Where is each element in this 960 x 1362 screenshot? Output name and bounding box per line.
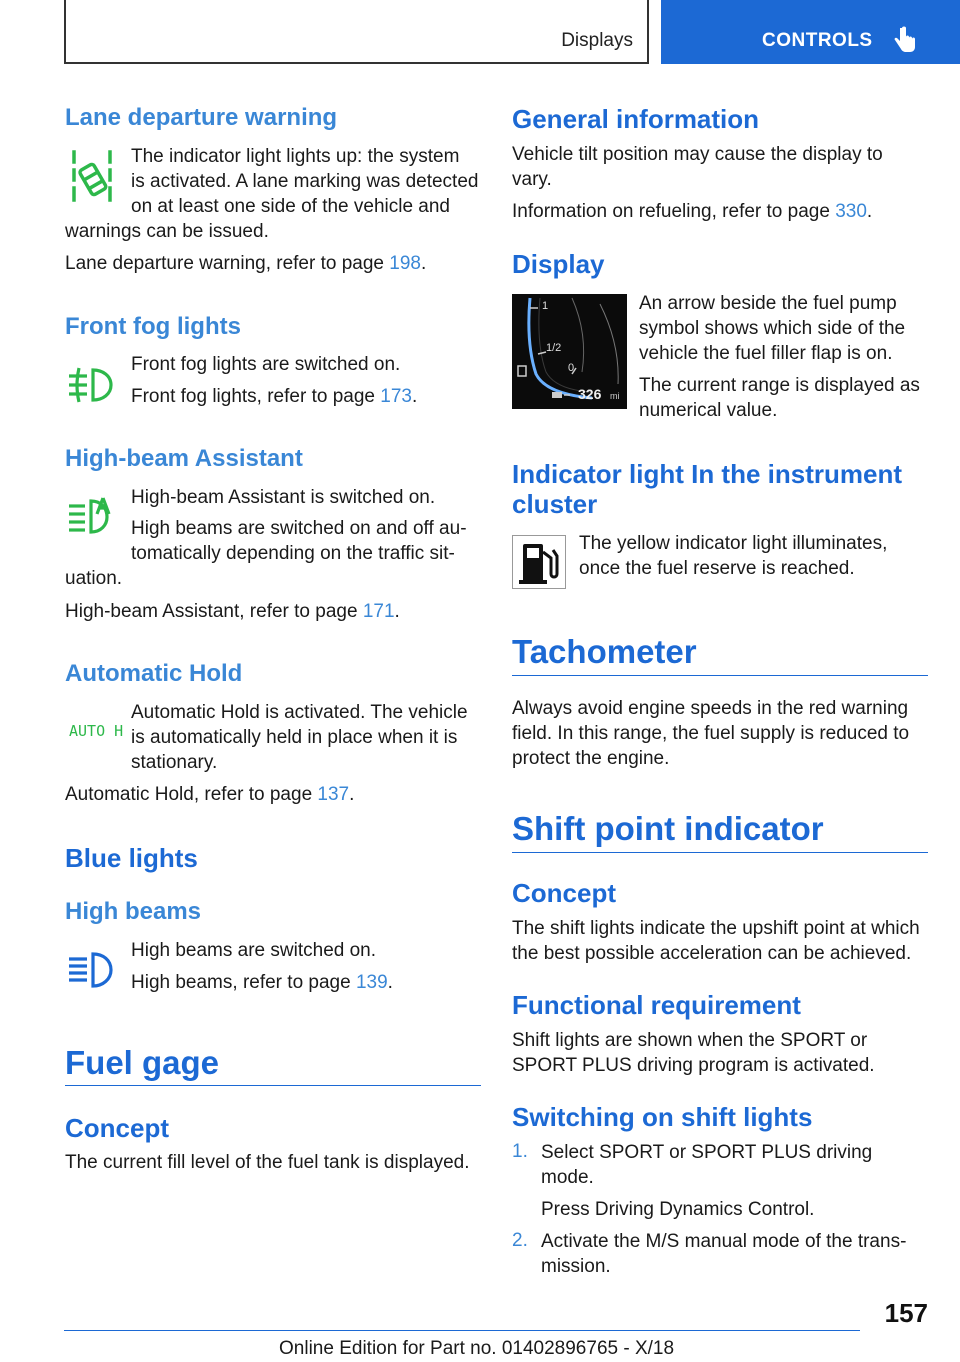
tachometer-rule	[512, 675, 928, 676]
front-fog-heading: Front fog lights	[65, 313, 241, 340]
fog-text: Front fog lights are switched on.	[131, 354, 401, 375]
controls-tab-label: CONTROLS	[762, 30, 873, 51]
section-title: Displays	[561, 30, 633, 51]
footer-rule	[64, 1330, 860, 1331]
fuel-gauge-image	[512, 294, 627, 409]
gen-text-l2: vary.	[512, 169, 552, 190]
tach-text-l1: Always avoid engine speeds in the red warning	[512, 698, 909, 719]
concept-text-right-l1: The shift lights indicate the upshift point at which	[512, 918, 920, 939]
fog-ref: Front fog lights, refer to page 173.	[131, 386, 418, 407]
lane-ref: Lane departure warning, refer to page 198.	[65, 253, 427, 274]
display-text-l1: An arrow beside the fuel pump	[639, 293, 897, 314]
ind-text-l2: once the fuel reserve is reached.	[579, 558, 855, 579]
blue-lights-heading: Blue lights	[65, 843, 198, 873]
ah-text-l1: Automatic Hold is activated. The vehicle	[131, 702, 468, 723]
hb-text: High beams are switched on.	[131, 940, 377, 961]
shift-point-rule	[512, 852, 928, 853]
step-2-number: 2.	[512, 1230, 528, 1251]
concept-heading-right: Concept	[512, 878, 616, 908]
gauge-full-label: 1	[542, 300, 549, 312]
hba-text: High-beam Assistant is switched on.	[131, 487, 436, 508]
lane-text-l2: is activated. A lane marking was detected	[131, 171, 479, 192]
hba-text2-l3: uation.	[65, 568, 123, 589]
lane-page-link[interactable]: 198	[389, 253, 421, 274]
hba-text2-l2: tomatically depending on the traffic sit-	[131, 543, 455, 564]
high-beam-assistant-heading: High-beam Assistant	[65, 445, 303, 472]
gauge-range-unit: mi	[610, 391, 620, 401]
gen-text-l1: Vehicle tilt position may cause the display to	[512, 144, 883, 165]
switching-on-shift-lights-heading: Switching on shift lights	[512, 1102, 813, 1132]
ah-text-l3: stationary.	[131, 752, 218, 773]
indicator-light-heading-l1: Indicator light In the instrument	[512, 459, 902, 489]
lane-text-l3: on at least one side of the vehicle and	[131, 196, 451, 217]
functional-requirement-heading: Functional requirement	[512, 990, 801, 1020]
hand-pointer-icon	[894, 26, 916, 54]
func-text-l1: Shift lights are shown when the SPORT or	[512, 1030, 868, 1051]
high-beam-icon	[67, 951, 115, 989]
gauge-empty-label: 0	[568, 362, 575, 374]
ah-text-l2: is automatically held in place when it is	[131, 727, 458, 748]
fuel-reserve-indicator-frame	[512, 535, 566, 589]
gauge-range-value: 326	[578, 386, 602, 402]
concept-text-right-l2: the best possible acceleration can be achieved.	[512, 943, 912, 964]
display-text2-l2: numerical value.	[639, 400, 778, 421]
step-2-l2: mission.	[541, 1256, 611, 1277]
fuel-pump-icon	[513, 536, 567, 590]
hba-text2-l1: High beams are switched on and off au-	[131, 518, 467, 539]
hb-page-link[interactable]: 139	[355, 972, 388, 993]
step-1-number: 1.	[512, 1141, 528, 1162]
fuel-gage-heading: Fuel gage	[65, 1044, 220, 1081]
concept-heading-left: Concept	[65, 1113, 169, 1143]
func-text-l2: SPORT PLUS driving program is activated.	[512, 1055, 875, 1076]
shift-point-indicator-heading: Shift point indicator	[512, 810, 824, 847]
hba-ref: High-beam Assistant, refer to page 171.	[65, 601, 400, 622]
step-1-l2: mode.	[541, 1167, 594, 1188]
tach-text-l3: protect the engine.	[512, 748, 670, 769]
indicator-light-heading-l2: cluster	[512, 489, 598, 519]
display-text2-l1: The current range is displayed as	[639, 375, 920, 396]
header-frame	[64, 0, 649, 64]
lane-text-l4: warnings can be issued.	[65, 221, 269, 242]
tachometer-heading: Tachometer	[512, 633, 697, 670]
lane-departure-heading: Lane departure warning	[65, 104, 338, 131]
edition-text: Online Edition for Part no. 01402896765 - X/18	[279, 1338, 675, 1359]
step-1-l1: Select SPORT or SPORT PLUS driving	[541, 1142, 873, 1163]
fog-page-link[interactable]: 173	[380, 386, 412, 407]
hb-ref: High beams, refer to page 139.	[131, 972, 393, 993]
lane-departure-icon	[70, 150, 114, 202]
front-fog-light-icon	[67, 366, 115, 404]
automatic-hold-heading: Automatic Hold	[65, 660, 243, 687]
tach-text-l2: field. In this range, the fuel supply is reduced to	[512, 723, 910, 744]
display-text-l3: vehicle the fuel filler flap is on.	[639, 343, 893, 364]
high-beam-assistant-icon	[67, 496, 115, 536]
ah-ref: Automatic Hold, refer to page 137.	[65, 784, 355, 805]
step-1-sub: Press Driving Dynamics Control.	[541, 1199, 815, 1220]
display-text-l2: symbol shows which side of the	[639, 318, 906, 339]
gauge-half-label: 1/2	[546, 342, 562, 354]
high-beams-heading: High beams	[65, 898, 202, 925]
general-information-heading: General information	[512, 104, 760, 134]
ah-page-link[interactable]: 137	[317, 784, 350, 805]
auto-hold-indicator-icon: AUTO H	[69, 722, 124, 740]
concept-text-left: The current fill level of the fuel tank is displayed.	[65, 1152, 470, 1173]
ind-text-l1: The yellow indicator light illuminates,	[579, 533, 888, 554]
step-2-l1: Activate the M/S manual mode of the trans-	[541, 1231, 907, 1252]
gen-ref: Information on refueling, refer to page 330.	[512, 201, 873, 222]
controls-tab[interactable]	[661, 0, 960, 64]
display-heading: Display	[512, 249, 605, 279]
gen-page-link[interactable]: 330	[835, 201, 867, 222]
page-number: 157	[884, 1298, 928, 1328]
hba-page-link[interactable]: 171	[362, 601, 395, 622]
lane-text-l1: The indicator light lights up: the system	[131, 146, 460, 167]
fuel-gage-rule	[65, 1085, 481, 1086]
